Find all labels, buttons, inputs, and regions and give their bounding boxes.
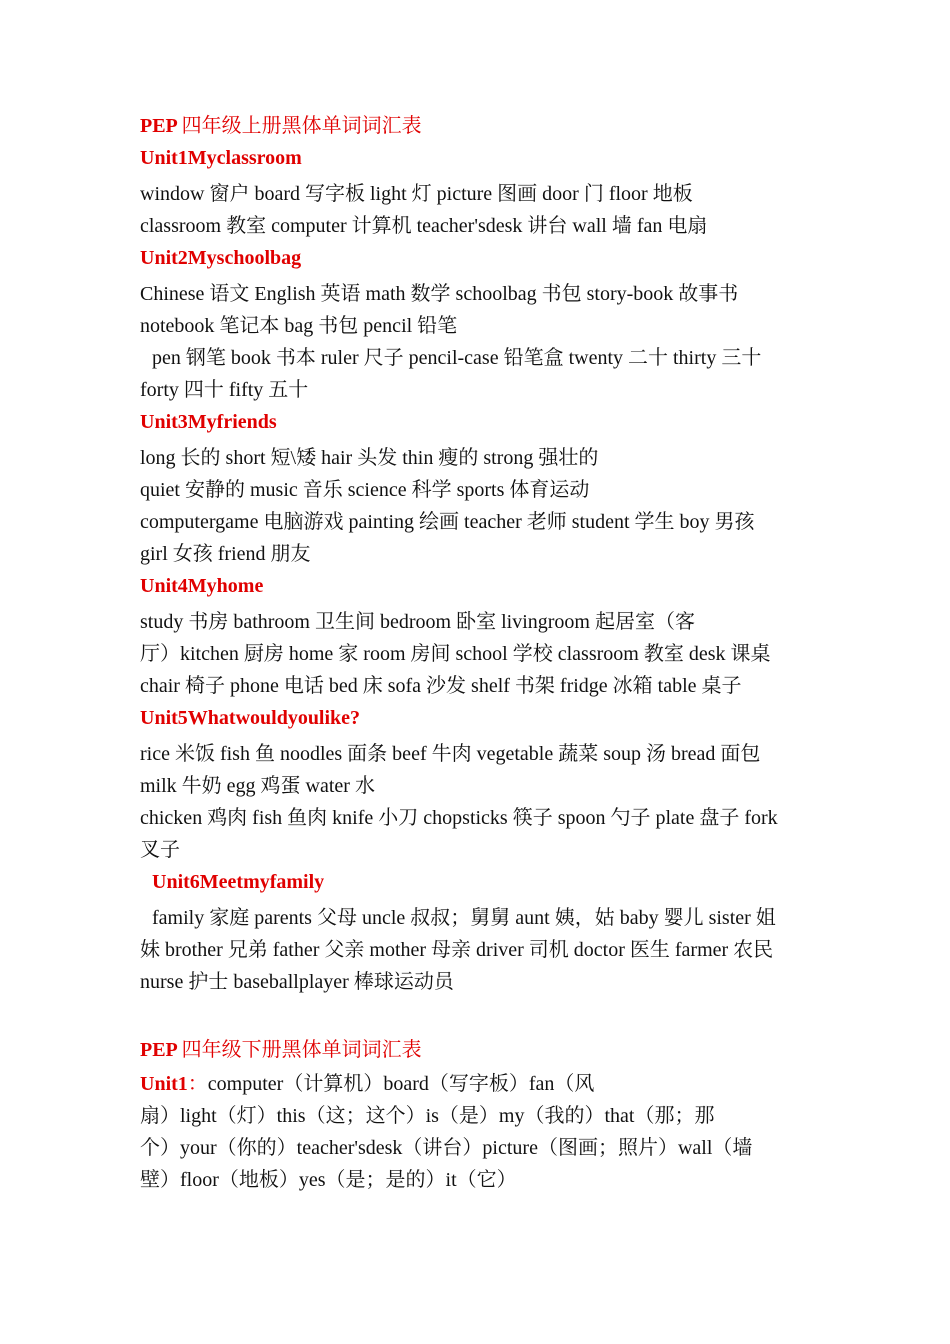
unit1-heading: Unit1Myclassroom (140, 147, 302, 169)
vocab-line (140, 1068, 820, 1100)
unit5-vocab (140, 738, 820, 866)
unit4-vocab (140, 606, 820, 702)
vocab-line: family 家庭 parents 父母 uncle 叔叔；舅舅 aunt 姨，姑 baby 婴儿 sister 姐 (152, 907, 776, 929)
unit2-vocab (140, 278, 820, 406)
vocab-line: window 窗户 board 写字板 light 灯 picture 图画 door 门 floor 地板 (140, 183, 693, 205)
upper-title-text: 四年级上册黑体单词词汇表 (181, 115, 422, 137)
unit3-vocab (140, 442, 820, 570)
vocab-line: 个）your（你的）teacher'sdesk（讲台）picture（图画；照片）wall（墙 (140, 1137, 753, 1159)
vocab-line: nurse 护士 baseballplayer 棒球运动员 (140, 971, 454, 993)
vocab-line: 厅）kitchen 厨房 home 家 room 房间 school 学校 classroom 教室 desk 课桌 (140, 643, 771, 665)
unit5-heading: Unit5Whatwouldyoulike? (140, 707, 361, 729)
upper-term-title (140, 110, 820, 142)
vocab-line: girl 女孩 friend 朋友 (140, 543, 311, 565)
unit4-heading: Unit4Myhome (140, 575, 264, 597)
unit6-heading: Unit6Meetmyfamily (152, 871, 325, 893)
vocab-line: computergame 电脑游戏 painting 绘画 teacher 老师 student 学生 boy 男孩 (140, 511, 755, 533)
lower-title-bold: PEP (140, 1039, 177, 1061)
vocab-line: quiet 安静的 music 音乐 science 科学 sports 体育运动 (140, 479, 590, 501)
vocab-line: chicken 鸡肉 fish 鱼肉 knife 小刀 chopsticks 筷子 spoon 勺子 plate 盘子 fork (140, 807, 778, 829)
section-spacer (140, 998, 820, 1034)
vocab-line: forty 四十 fifty 五十 (140, 379, 309, 401)
vocab-line: 叉子 (140, 839, 180, 861)
upper-title-bold: PEP (140, 115, 177, 137)
vocab-line: rice 米饭 fish 鱼 noodles 面条 beef 牛肉 vegetable 蔬菜 soup 汤 bread 面包 (140, 743, 761, 765)
vocab-line: chair 椅子 phone 电话 bed 床 sofa 沙发 shelf 书架 fridge 冰箱 table 桌子 (140, 675, 742, 697)
vocab-line: 扇）light（灯）this（这；这个）is（是）my（我的）that（那；那 (140, 1105, 715, 1127)
lower-unit1-vocab (140, 1068, 820, 1196)
vocab-line: 壁）floor（地板）yes（是；是的）it（它） (140, 1169, 517, 1191)
lower-title-text: 四年级下册黑体单词词汇表 (181, 1039, 422, 1061)
lower-unit1-colon: ： (187, 1073, 208, 1095)
vocab-line: 妹 brother 兄弟 father 父亲 mother 母亲 driver 司机 doctor 医生 farmer 农民 (140, 939, 774, 961)
unit3-heading: Unit3Myfriends (140, 411, 277, 433)
vocab-line: notebook 笔记本 bag 书包 pencil 铅笔 (140, 315, 458, 337)
vocab-line: study 书房 bathroom 卫生间 bedroom 卧室 livingroom 起居室（客 (140, 611, 695, 633)
vocab-line: Chinese 语文 English 英语 math 数学 schoolbag 书包 story-book 故事书 (140, 283, 739, 305)
unit1-vocab (140, 178, 820, 242)
lower-term-title (140, 1034, 820, 1066)
vocab-line: long 长的 short 短\矮 hair 头发 thin 瘦的 strong 强壮的 (140, 447, 599, 469)
unit2-heading: Unit2Myschoolbag (140, 247, 302, 269)
document-content (140, 110, 820, 1196)
vocab-line: pen 钢笔 book 书本 ruler 尺子 pencil-case 铅笔盒 twenty 二十 thirty 三十 (152, 347, 762, 369)
vocab-line: classroom 教室 computer 计算机 teacher'sdesk 讲台 wall 墙 fan 电扇 (140, 215, 708, 237)
unit6-vocab (140, 902, 820, 998)
vocab-line: milk 牛奶 egg 鸡蛋 water 水 (140, 775, 375, 797)
lower-unit1-line-text: computer（计算机）board（写字板）fan（风 (207, 1073, 595, 1095)
lower-unit1-label: Unit1 (140, 1073, 188, 1095)
